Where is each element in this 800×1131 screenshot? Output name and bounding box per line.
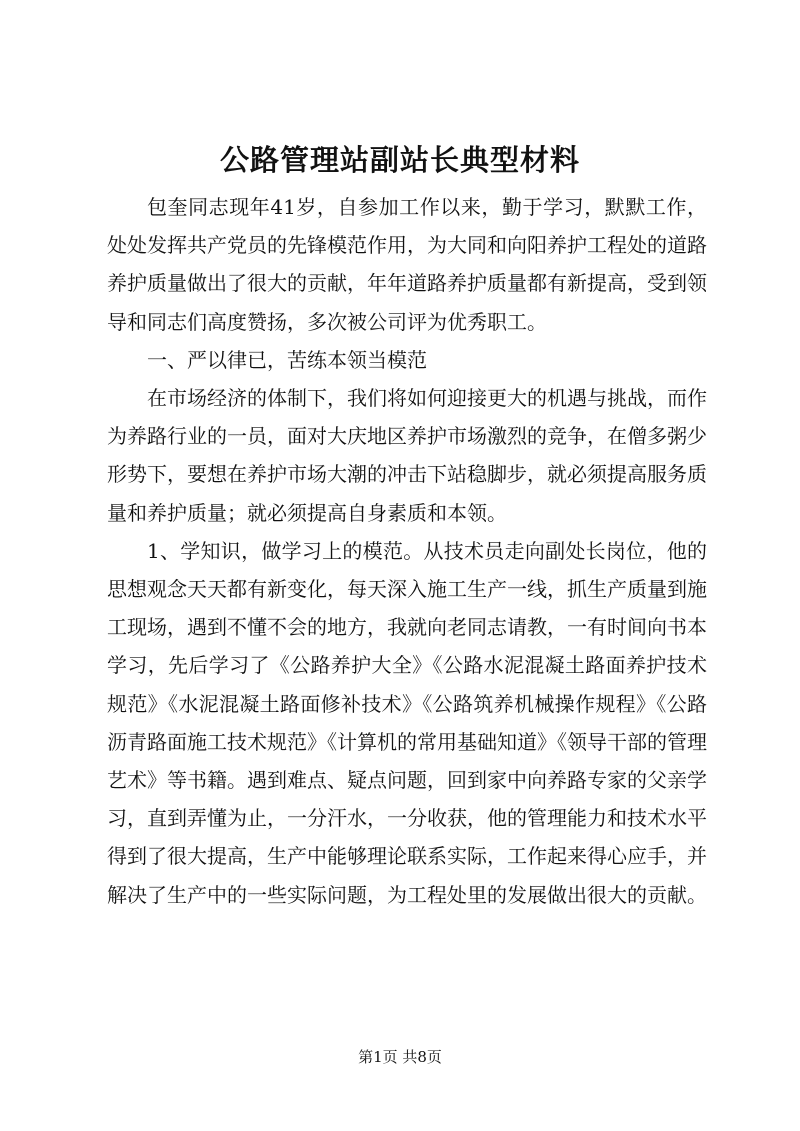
document-body xyxy=(107,188,707,914)
section-heading-1: 一、严以律已，苦练本领当模范 xyxy=(147,347,427,372)
paragraph-intro: 包奎同志现年41岁，自参加工作以来，勤于学习，默默工作，处处发挥共产党员的先锋模范作用，为大同和向阳养护工程处的道路养护质量做出了很大的贡献，年年道路养护质量都有新提高，受到领导和同志们高度赞扬，多次被公司评为优秀职工。 xyxy=(107,195,707,334)
document-title: 公路管理站副站长典型材料 xyxy=(219,143,580,177)
page-footer: 第1页 共8页 xyxy=(358,1048,442,1066)
paragraph-learning: 1、学知识，做学习上的模范。从技术员走向副处长岗位，他的思想观念天天都有新变化，每天深入施工生产一线，抓生产质量到施工现场，遇到不懂不会的地方，我就向老同志请教，一有时间向书本学习，先后学习了《公路养护大全》《公路水泥混凝土路面养护技术规范》《水泥混凝土路面修补技术》《公路筑养机械操作规程》《公路沥青路面施工技术规范》《计算机的常用基础知道》《领导干部的管理艺术》等书籍。遇到难点、疑点问题，回到家中向养路专家的父亲学习，直到弄懂为止，一分汗水，一分收获，他的管理能力和技术水平得到了很大提高，生产中能够理论联系实际，工作起来得心应手，并解决了生产中的一些实际问题，为工程处里的发展做出很大的贡献。 xyxy=(107,538,707,907)
paragraph-market: 在市场经济的体制下，我们将如何迎接更大的机遇与挑战，而作为养路行业的一员，面对大庆地区养护市场激烈的竞争，在僧多粥少形势下，要想在养护市场大潮的冲击下站稳脚步，就必须提高服务质量和养护质量；就必须提高自身素质和本领。 xyxy=(107,386,707,525)
